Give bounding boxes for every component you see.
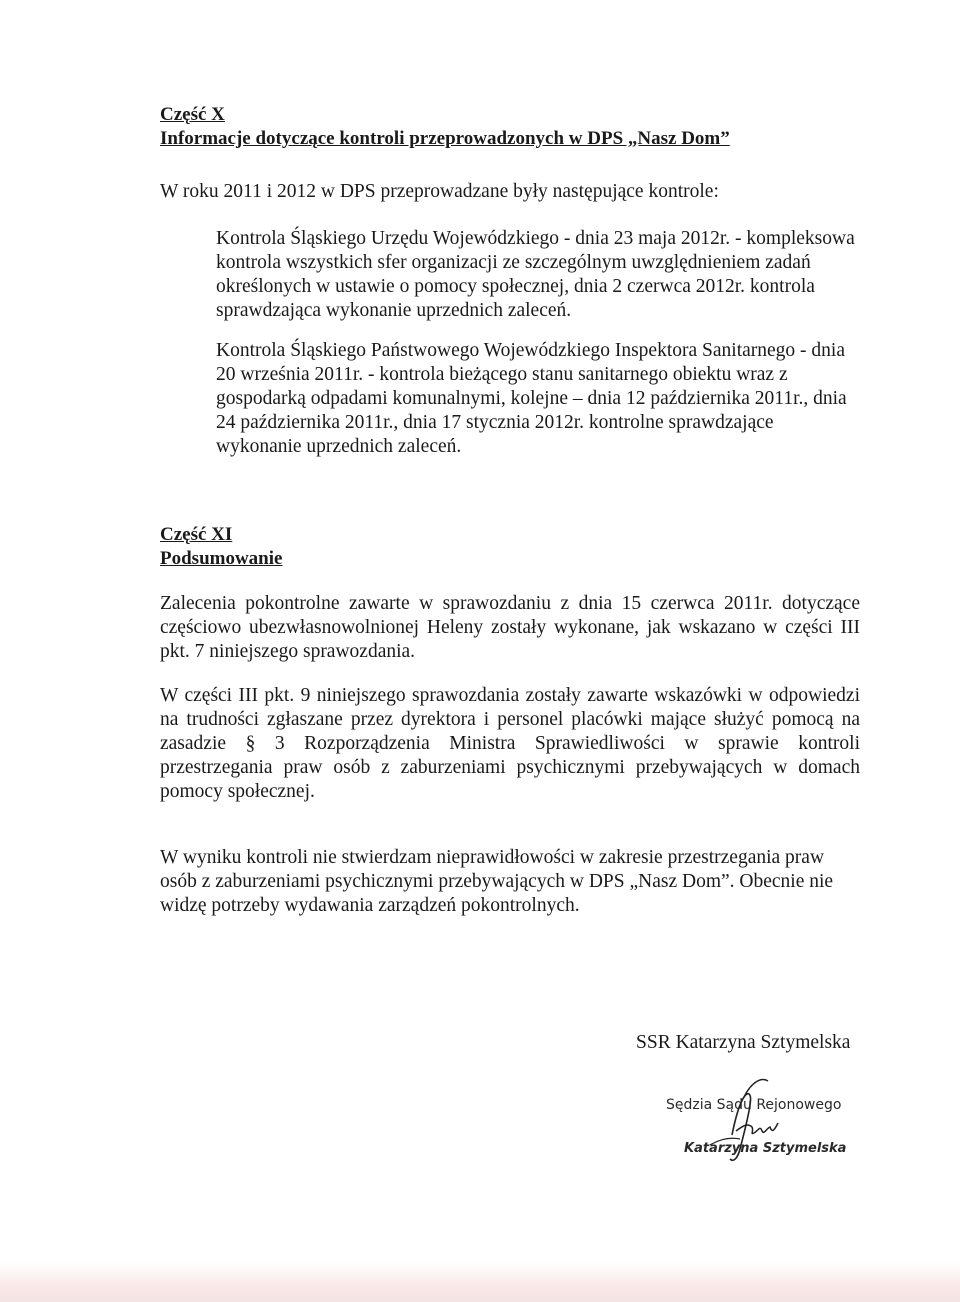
part-x-subheading: Informacje dotyczące kontroli przeprowadzonych w DPS „Nasz Dom” [160,128,730,149]
signatory-name: SSR Katarzyna Sztymelska [636,1032,851,1053]
stamp-title: Sędzia Sądu Rejonowego [666,1097,842,1113]
part-xi-heading: Część XI [160,524,233,545]
handwritten-signature-icon [640,1075,870,1185]
stamp-name: Katarzyna Sztymelska [684,1141,847,1156]
part-xi-subheading: Podsumowanie [160,548,283,569]
part-x-heading: Część X [160,104,225,125]
judge-stamp [640,1075,870,1185]
summary-conclusion: W wyniku kontroli nie stwierdzam nieprawidłowości w zakresie przestrzegania praw osób z zaburzeniami psychicznymi przebywających w DPS „Nasz Dom”. Obecnie nie widzę potrzeby wydawania zarządzeń pokontrolnych. [160,847,834,916]
control-voivodeship-office: Kontrola Śląskiego Urzędu Wojewódzkiego - dnia 23 maja 2012r. - kompleksowa kontrola wszystkich sfer organizacji ze szczególnym uwzględnieniem zadań określonych w ustawie o pomocy społecznej, dnia 2 czerwca 2012r. kontrola sprawdzająca wykonanie uprzednich zaleceń. [216,228,855,321]
controls-intro: W roku 2011 i 2012 w DPS przeprowadzane były następujące kontrole: [160,181,719,202]
summary-guidance: W części III pkt. 9 niniejszego sprawozdania zostały zawarte wskazówki w odpowiedzi na trudności zgłaszane przez dyrektora i personel placówki mające służyć pomocą na zasadzie § 3 Rozporządzenia Ministra Sprawiedliwości w sprawie kontroli przestrzegania praw osób z zaburzeniami psychicznymi przebywających w domach pomocy społecznej. [160,685,860,802]
scan-edge-band [0,1262,960,1302]
summary-recommendations: Zalecenia pokontrolne zawarte w sprawozdaniu z dnia 15 czerwca 2011r. dotyczące częściowo ubezwłasnowolnionej Heleny zostały wykonane, jak wskazano w części III pkt. 7 niniejszego sprawozdania. [160,593,860,662]
control-sanitary-inspector: Kontrola Śląskiego Państwowego Wojewódzkiego Inspektora Sanitarnego - dnia 20 września 2011r. - kontrola bieżącego stanu sanitarnego obiektu wraz z gospodarką odpadami komunalnymi, kolejne – dnia 12 października 2011r., dnia 24 października 2011r., dnia 17 stycznia 2012r. kontrolne sprawdzające wykonanie uprzednich zaleceń. [216,340,847,457]
